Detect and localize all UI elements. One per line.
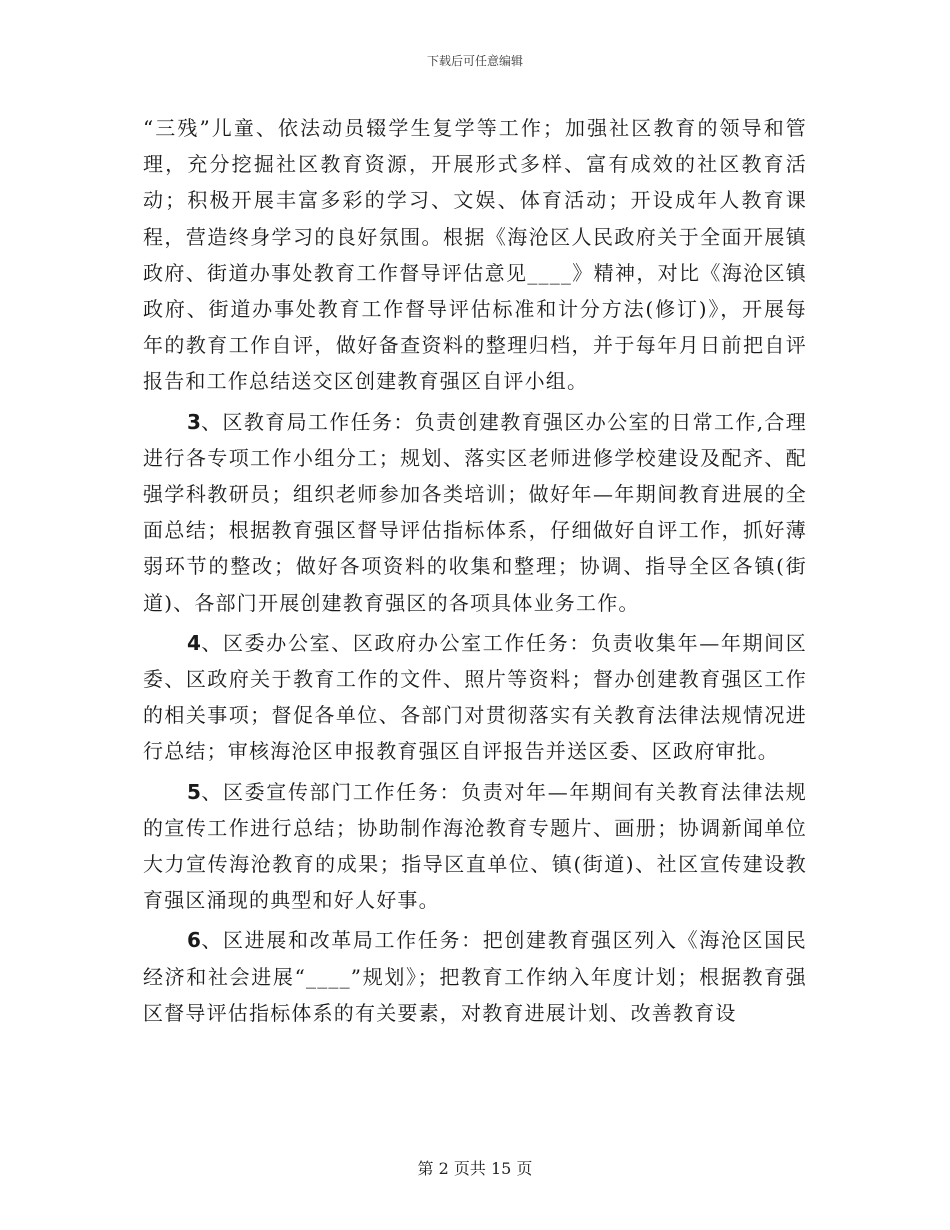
paragraph-text: 、区委宣传部门工作任务：负责对年—年期间有关教育法律法规的宣传工作进行总结；协助制作海沧教育专题片、画册；协调新闻单位大力宣传海沧教育的成果；指导区直单位、镇(街道)、社区宣传建设教育强区涌现的典型和好人好事。 (143, 779, 807, 913)
paragraph-item-4 (143, 625, 807, 770)
paragraph-item-3 (143, 404, 807, 621)
paragraph-continuation (143, 110, 807, 400)
paragraph-text: “三残”儿童、依法动员辍学生复学等工作；加强社区教育的领导和管理，充分挖掘社区教育资源，开展形式多样、富有成效的社区教育活动；积极开展丰富多彩的学习、文娱、体育活动；开设成年人教育课程，营造终身学习的良好氛围。根据《海沧区人民政府关于全面开展镇政府、街道办事处教育工作督导评估意见____》精神，对比《海沧区镇政府、街道办事处教育工作督导评估标准和计分方法(修订)》，开展每年的教育工作自评，做好备查资料的整理归档，并于每年月日前把自评报告和工作总结送交区创建教育强区自评小组。 (143, 116, 807, 394)
paragraph-text: 、区委办公室、区政府办公室工作任务：负责收集年—年期间区委、区政府关于教育工作的文件、照片等资料；督办创建教育强区工作的相关事项；督促各单位、各部门对贯彻落实有关教育法律法规情况进行总结；审核海沧区申报教育强区自评报告并送区委、区政府审批。 (143, 630, 807, 764)
paragraph-text: 、区教育局工作任务：负责创建教育强区办公室的日常工作,合理进行各专项工作小组分工；规划、落实区老师进修学校建设及配齐、配强学科教研员；组织老师参加各类培训；做好年—年期间教育进展的全面总结；根据教育强区督导评估指标体系，仔细做好自评工作，抓好薄弱环节的整改；做好各项资料的收集和整理；协调、指导全区各镇(街道)、各部门开展创建教育强区的各项具体业务工作。 (143, 409, 807, 615)
page-header: 下载后可任意编辑 (426, 54, 523, 68)
paragraph-text: 、区进展和改革局工作任务：把创建教育强区列入《海沧区国民经济和社会进展“____”规划》；把教育工作纳入年度计划；根据教育强区督导评估指标体系的有关要素，对教育进展计划、改善教育设 (143, 928, 807, 1025)
page-footer: 第 2 页共 15 页 (417, 1159, 533, 1178)
item-number: 5 (187, 779, 201, 804)
paragraph-item-5 (143, 774, 807, 919)
paragraph-item-6 (143, 922, 807, 1031)
item-number: 4 (187, 630, 201, 655)
item-number: 6 (187, 928, 201, 953)
item-number: 3 (187, 409, 201, 434)
document-body (143, 110, 807, 1031)
